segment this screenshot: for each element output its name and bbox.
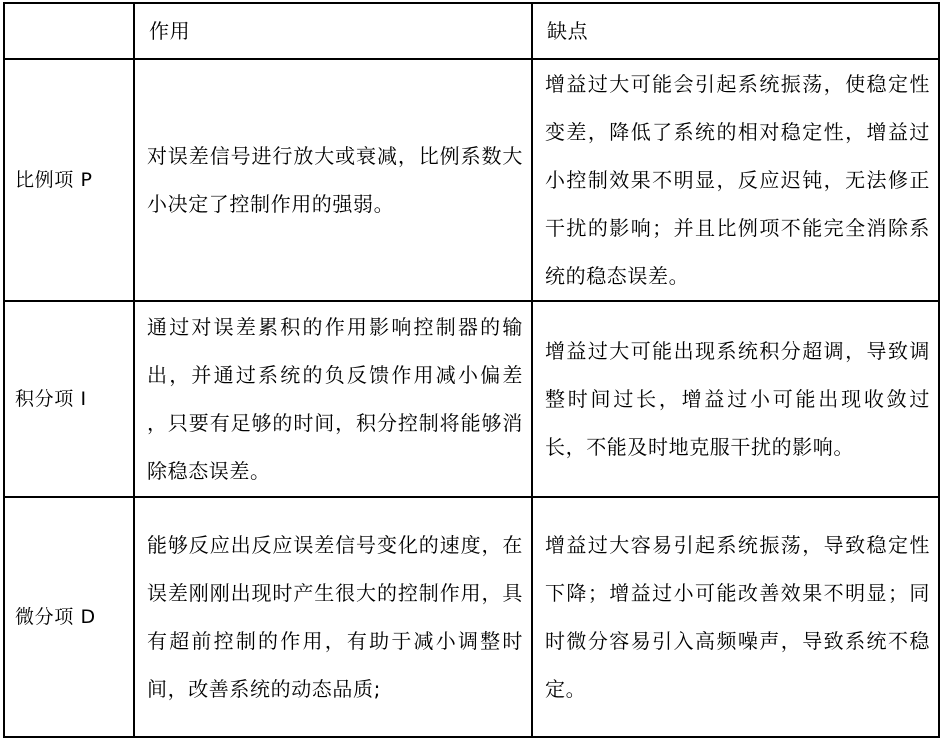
drawback-cell: 增益过大容易引起系统振荡，导致稳定性下降；增益过小可能改善效果不明显；同时微分容易引入高频噪声，导致系统不稳定。	[532, 497, 939, 737]
term-cell: 比例项 P	[4, 59, 134, 301]
header-drawback: 缺点	[532, 3, 939, 59]
pid-comparison-table	[3, 2, 940, 738]
effect-cell: 能够反应出反应误差信号变化的速度，在误差刚刚出现时产生很大的控制作用，具有超前控制的作用，有助于减小调整时间，改善系统的动态品质;	[134, 497, 532, 737]
header-row	[4, 3, 939, 59]
table-row-derivative	[4, 497, 939, 737]
effect-cell: 通过对误差累积的作用影响控制器的输出，并通过系统的负反馈作用减小偏差 ，只要有足够的时间，积分控制将能够消除稳态误差。	[134, 301, 532, 497]
effect-cell: 对误差信号进行放大或衰减，比例系数大小决定了控制作用的强弱。	[134, 59, 532, 301]
table-row-integral	[4, 301, 939, 497]
header-effect: 作用	[134, 3, 532, 59]
header-empty-cell	[4, 3, 134, 59]
table-row-proportional	[4, 59, 939, 301]
drawback-cell: 增益过大可能会引起系统振荡，使稳定性变差，降低了系统的相对稳定性，增益过小控制效果不明显，反应迟钝，无法修正干扰的影响；并且比例项不能完全消除系统的稳态误差。	[532, 59, 939, 301]
term-cell: 微分项 D	[4, 497, 134, 737]
drawback-cell: 增益过大可能出现系统积分超调，导致调整时间过长，增益过小可能出现收敛过长，不能及时地克服干扰的影响。	[532, 301, 939, 497]
term-cell: 积分项 I	[4, 301, 134, 497]
